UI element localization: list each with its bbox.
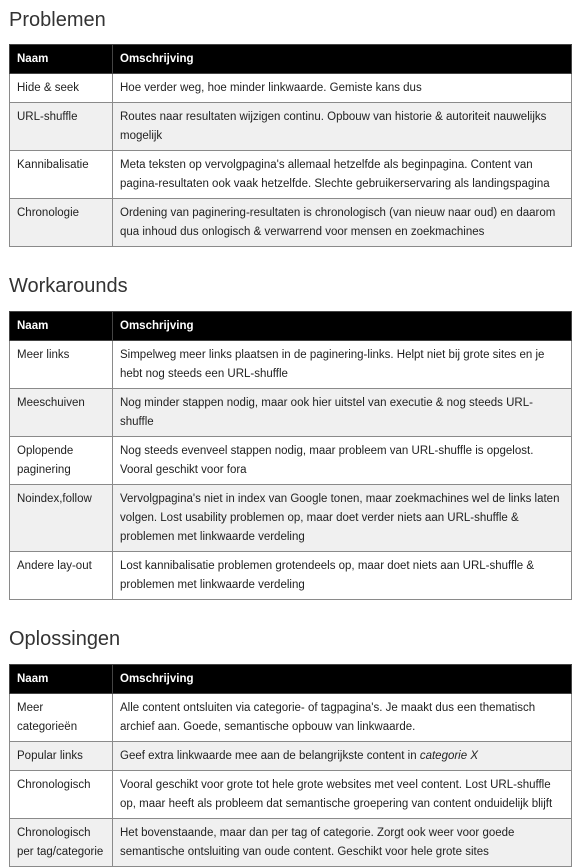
problemen-table [9, 44, 572, 247]
row-description: Nog minder stappen nodig, maar ook hier uitstel van executie & nog steeds URL-shuffle [113, 389, 572, 437]
table-row [10, 771, 572, 819]
column-header-omschrijving: Omschrijving [113, 45, 572, 74]
workarounds-table [9, 311, 572, 600]
row-description: Vervolgpagina's niet in index van Google tonen, maar zoekmachines wel de links laten volgen. Lost usability problemen op, maar doet verder niets aan URL-shuffle & problemen met linkwaarde verdeling [113, 485, 572, 552]
row-description: Hoe verder weg, hoe minder linkwaarde. Gemiste kans dus [113, 74, 572, 103]
table-row [10, 742, 572, 771]
section-workarounds [9, 247, 572, 600]
table-row [10, 552, 572, 600]
section-problemen [9, 0, 572, 247]
table-row [10, 485, 572, 552]
row-name: Andere lay-out [10, 552, 113, 600]
table-row [10, 151, 572, 199]
table-header-row [10, 312, 572, 341]
row-name: Oplopende paginering [10, 437, 113, 485]
row-name: Hide & seek [10, 74, 113, 103]
column-header-omschrijving: Omschrijving [113, 665, 572, 694]
table-header-row [10, 45, 572, 74]
row-name: Popular links [10, 742, 113, 771]
section-oplossingen [9, 600, 572, 867]
column-header-naam: Naam [10, 45, 113, 74]
row-description [113, 742, 572, 771]
row-description: Nog steeds evenveel stappen nodig, maar probleem van URL-shuffle is opgelost. Vooral geschikt voor fora [113, 437, 572, 485]
row-description-text: Geef extra linkwaarde mee aan de belangrijkste content in [120, 750, 420, 762]
table-row [10, 694, 572, 742]
column-header-naam: Naam [10, 312, 113, 341]
row-description-emphasis: categorie X [419, 750, 479, 762]
section-title: Oplossingen [9, 628, 121, 650]
row-name: Meeschuiven [10, 389, 113, 437]
row-name: Meer links [10, 341, 113, 389]
section-title: Problemen [9, 9, 106, 31]
row-description: Alle content ontsluiten via categorie- of tagpagina's. Je maakt dus een thematisch archief aan. Goede, semantische opbouw van linkwaarde. [113, 694, 572, 742]
table-row [10, 199, 572, 247]
table-row [10, 341, 572, 389]
section-title: Workarounds [9, 275, 128, 297]
column-header-naam: Naam [10, 665, 113, 694]
row-description: Ordening van paginering-resultaten is chronologisch (van nieuw naar oud) en daarom qua inhoud dus onlogisch & verwarrend voor mensen en zoekmachines [113, 199, 572, 247]
table-row [10, 819, 572, 867]
row-description: Meta teksten op vervolgpagina's allemaal hetzelfde als beginpagina. Content van pagina-resultaten ook vaak hetzelfde. Slechte gebruikerservaring als landingspagina [113, 151, 572, 199]
table-row [10, 103, 572, 151]
row-description: Routes naar resultaten wijzigen continu. Opbouw van historie & autoriteit nauwelijks mogelijk [113, 103, 572, 151]
table-row [10, 74, 572, 103]
row-description: Lost kannibalisatie problemen grotendeels op, maar doet niets aan URL-shuffle & problemen met linkwaarde verdeling [113, 552, 572, 600]
oplossingen-table [9, 664, 572, 867]
row-name: Chronologisch [10, 771, 113, 819]
row-name: Meer categorieën [10, 694, 113, 742]
row-description: Simpelweg meer links plaatsen in de paginering-links. Helpt niet bij grote sites en je hebt nog steeds een URL-shuffle [113, 341, 572, 389]
table-row [10, 437, 572, 485]
row-name: Chronologisch per tag/categorie [10, 819, 113, 867]
row-description: Vooral geschikt voor grote tot hele grote websites met veel content. Lost URL-shuffle op, maar heeft als probleem dat semantische groepering van content onduidelijk blijft [113, 771, 572, 819]
table-header-row [10, 665, 572, 694]
row-description: Het bovenstaande, maar dan per tag of categorie. Zorgt ook weer voor goede semantische ontsluiting van oude content. Geschikt voor hele grote sites [113, 819, 572, 867]
row-name: Kannibalisatie [10, 151, 113, 199]
column-header-omschrijving: Omschrijving [113, 312, 572, 341]
row-name: Noindex,follow [10, 485, 113, 552]
table-row [10, 389, 572, 437]
row-name: URL-shuffle [10, 103, 113, 151]
row-name: Chronologie [10, 199, 113, 247]
